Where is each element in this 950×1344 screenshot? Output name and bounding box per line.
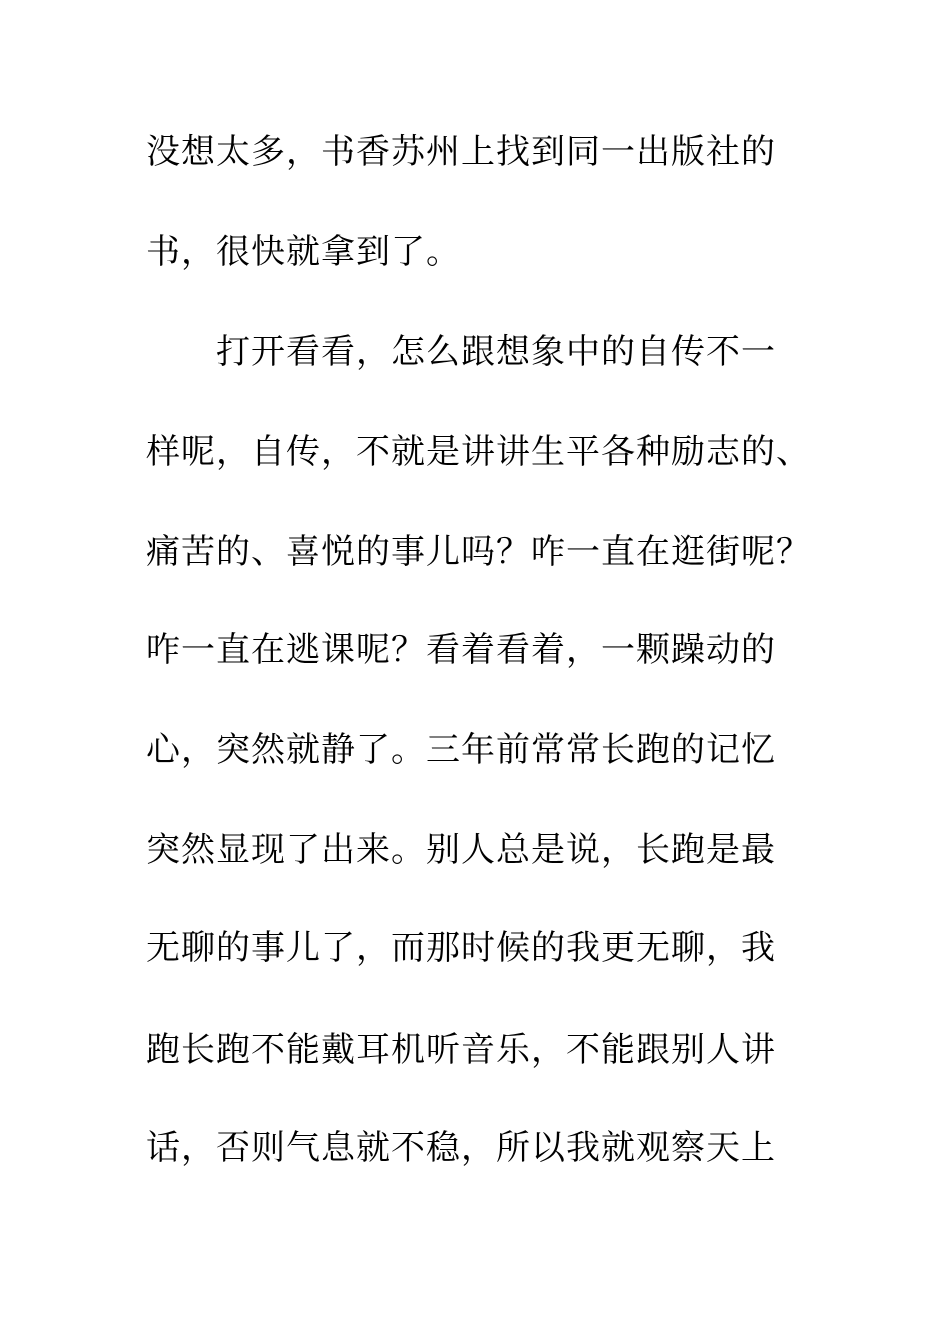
paragraph-start-line: 打开看看，怎么跟想象中的自传不一	[216, 332, 776, 372]
text-line: 跑长跑不能戴耳机听音乐，不能跟别人讲	[146, 1030, 776, 1070]
text-line: 咋一直在逃课呢？看着看着，一颗躁动的	[146, 630, 776, 670]
text-line: 突然显现了出来。别人总是说，长跑是最	[146, 830, 776, 870]
text-line: 无聊的事儿了，而那时候的我更无聊，我	[146, 928, 776, 968]
text-line: 心，突然就静了。三年前常常长跑的记忆	[146, 730, 776, 770]
text-line: 话，否则气息就不稳，所以我就观察天上	[146, 1128, 776, 1168]
text-line: 样呢，自传，不就是讲讲生平各种励志的、	[146, 432, 811, 472]
text-line: 书，很快就拿到了。	[146, 232, 461, 272]
text-line: 痛苦的、喜悦的事儿吗？咋一直在逛街呢？	[146, 532, 811, 572]
text-line: 没想太多，书香苏州上找到同一出版社的	[146, 132, 776, 172]
